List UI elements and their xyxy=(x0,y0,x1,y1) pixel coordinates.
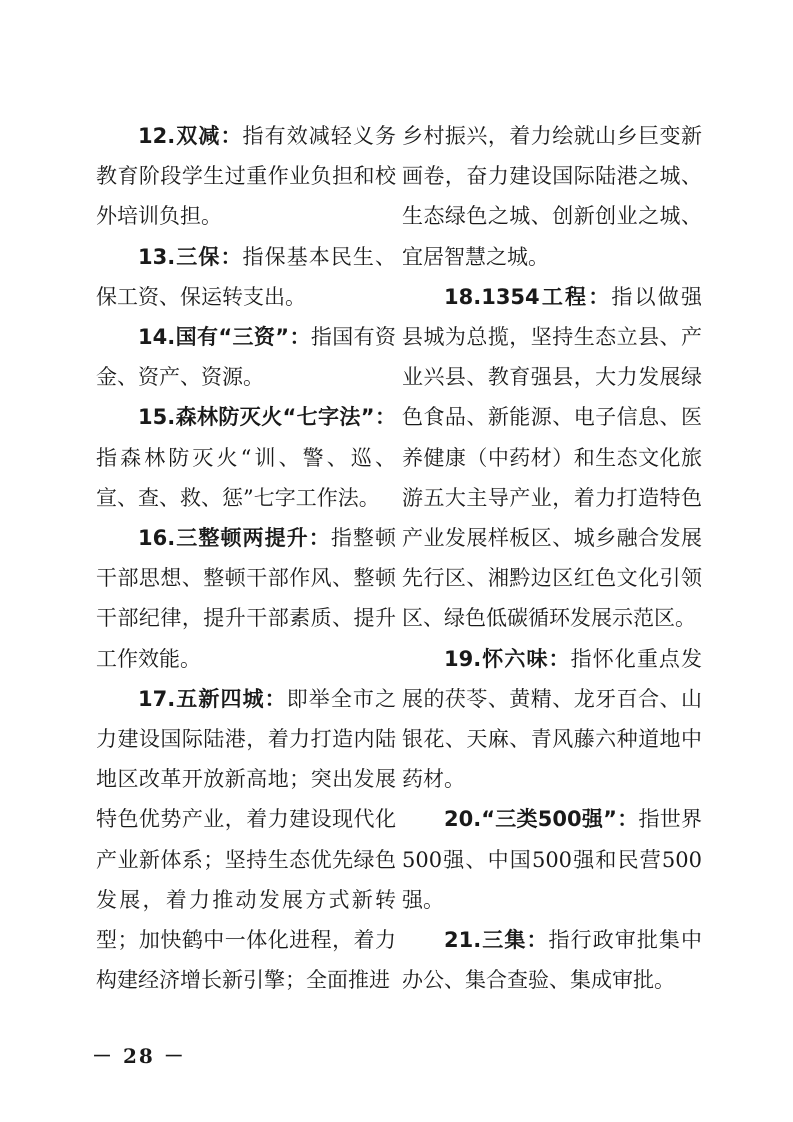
glossary-entry-13 xyxy=(96,237,396,317)
entry-term: 19.怀六味： xyxy=(444,646,571,671)
entry-term: 20.“三类500强”： xyxy=(444,807,639,832)
entry-body: 指怀化重点发展的茯苓、黄精、龙牙百合、山银花、天麻、青风藤六种道地中药材。 xyxy=(402,646,703,792)
entry-term: 17.五新四城： xyxy=(138,686,287,711)
left-column xyxy=(96,116,396,1000)
entry-body: 指以做强县城为总揽，坚持生态立县、产业兴县、教育强县，大力发展绿色食品、新能源、电子信息、医养健康（中药材）和生态文化旅游五大主导产业，着力打造特色产业发展样板区、城乡融合发展先行区、湘黔边区红色文化引领区、绿色低碳循环发展示范区。 xyxy=(402,284,702,631)
glossary-entry-17-continued xyxy=(402,116,702,277)
entry-body: 即举全市之力建设国际陆港，着力打造内陆地区改革开放新高地；突出发展特色优势产业，着力建设现代化产业新体系；坚持生态优先绿色发展，着力推动发展方式新转型；加快鹤中一体化进程，着力构建经济增长新引擎；全面推进 xyxy=(96,686,397,993)
page-number: － 28 － xyxy=(92,1044,186,1068)
entry-term: 12.双减： xyxy=(138,124,243,148)
glossary-entry-15 xyxy=(96,397,396,518)
entry-body: 指行政审批集中办公、集合查验、集成审批。 xyxy=(402,928,703,993)
glossary-entry-21 xyxy=(402,920,702,1000)
glossary-entry-18 xyxy=(402,277,702,639)
entry-term: 16.三整顿两提升： xyxy=(138,526,331,551)
glossary-entry-16 xyxy=(96,518,396,679)
entry-body: 指有效减轻义务教育阶段学生过重作业负担和校外培训负担。 xyxy=(96,124,397,229)
entry-term: 13.三保： xyxy=(138,244,243,269)
entry-term: 18.1354工程： xyxy=(444,284,612,309)
glossary-entry-20 xyxy=(402,799,702,920)
glossary-entry-19 xyxy=(402,639,702,800)
right-column xyxy=(402,116,702,1000)
entry-body: 指国有资金、资产、资源。 xyxy=(96,325,397,390)
glossary-entry-14 xyxy=(96,317,396,397)
entry-body: 指森林防灭火“训、警、巡、宣、查、救、惩”七字工作法。 xyxy=(96,445,396,510)
entry-body: 指保基本民生、保工资、保运转支出。 xyxy=(96,244,397,309)
entry-term: 14.国有“三资”： xyxy=(138,325,311,350)
entry-body: 乡村振兴，着力绘就山乡巨变新画卷，奋力建设国际陆港之城、生态绿色之城、创新创业之城、宜居智慧之城。 xyxy=(402,124,702,269)
entry-body: 指世界500强、中国500强和民营500强。 xyxy=(402,807,703,912)
entry-term: 15.森林防灭火“七字法”： xyxy=(138,405,396,430)
glossary-entry-17 xyxy=(96,679,396,1001)
entry-term: 21.三集： xyxy=(444,928,549,953)
glossary-entry-12 xyxy=(96,116,396,237)
entry-body: 指整顿干部思想、整顿干部作风、整顿干部纪律，提升干部素质、提升工作效能。 xyxy=(96,526,397,671)
